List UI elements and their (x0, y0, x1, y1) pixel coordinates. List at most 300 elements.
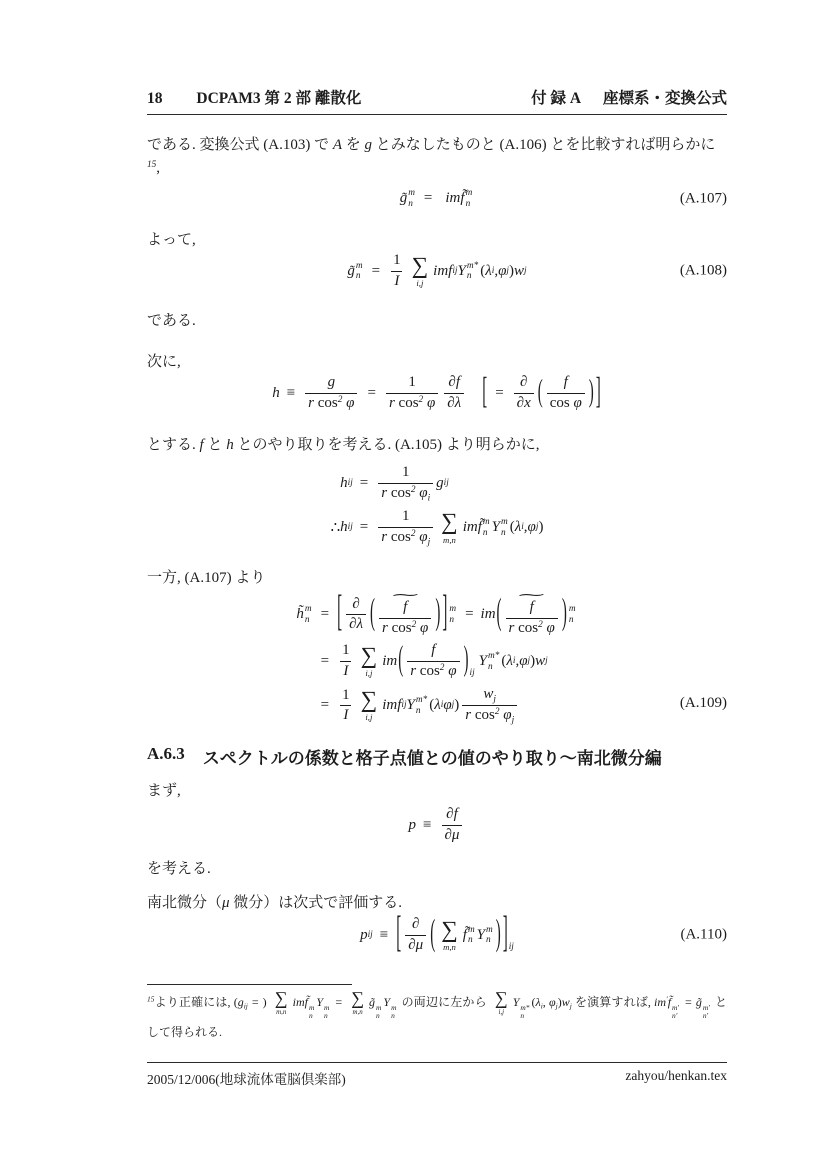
math-sub: ij (452, 265, 458, 276)
math-sub: j (511, 715, 515, 726)
math-sup: 2 (494, 707, 500, 718)
big-delimiter-icon: ) (588, 375, 594, 409)
math-frac (442, 806, 463, 844)
math-jp: を演算すれば, (571, 994, 655, 1009)
math-o: = (371, 262, 381, 279)
math-rm: ) (262, 994, 270, 1009)
math-big (395, 910, 514, 957)
math-i: g (436, 475, 444, 492)
equation-cell (347, 261, 364, 282)
math-jp: , (156, 159, 161, 176)
math-sup: m (324, 1002, 330, 1012)
math-sup: m (355, 260, 363, 271)
math-numerator (339, 687, 353, 706)
math-i: w (483, 685, 494, 702)
big-delimiter-icon: ( (537, 375, 543, 409)
equation-cell (375, 464, 449, 503)
math-denominator (378, 527, 433, 548)
math-frac (339, 687, 353, 725)
math-sub: j (545, 655, 548, 666)
math-rm: 1 (342, 686, 350, 703)
big-delimiter-icon: ) (463, 642, 469, 679)
math-i: ∂f (446, 806, 458, 822)
math-sub: j (427, 537, 431, 548)
wide-tilde-icon: ∼ (515, 588, 548, 602)
math-frac (305, 374, 357, 412)
math-sup: m (308, 1002, 315, 1012)
math-i: φ (443, 697, 452, 714)
math-o: = (495, 384, 504, 401)
math-rm: ( (509, 519, 515, 536)
equation-body (360, 910, 514, 957)
header-right (531, 86, 727, 108)
math-sub: j (535, 522, 539, 533)
big-delimiter-icon: ] (595, 371, 601, 412)
math-o: = (465, 606, 474, 623)
math-i: f (431, 642, 436, 659)
math-i: ∂ (352, 595, 360, 612)
math-rm: cos (314, 394, 338, 411)
math-i: g (364, 137, 373, 153)
sum-icon: ∑ (351, 988, 365, 1008)
math-i: r (465, 707, 472, 724)
equation-body (347, 252, 526, 290)
math-group-body (402, 913, 501, 954)
math-jp: よって, (147, 232, 196, 248)
equation-p-definition (147, 806, 727, 844)
page-number: 18 (147, 90, 163, 107)
big-delimiter-icon: ] (502, 910, 508, 957)
math-numerator (399, 508, 413, 527)
math-i: Y (457, 262, 466, 279)
header-left-title: DCPAM3 第 2 部 離散化 (196, 90, 362, 107)
math-jp: 南北微分（ (147, 895, 223, 911)
page-content (147, 0, 727, 1169)
math-ss (408, 188, 415, 209)
math-sub: ij (243, 1001, 248, 1011)
math-rm: cos (394, 394, 419, 411)
math-sub: n (449, 614, 454, 625)
math-sum-limits: m,n (443, 941, 456, 952)
math-sup: m* (520, 1002, 530, 1012)
math-sup: 15 (147, 159, 157, 170)
math-sub: ij (469, 668, 475, 679)
equation-a107 (147, 188, 727, 209)
equation-number: (A.108) (679, 262, 727, 279)
math-sum (361, 689, 378, 722)
math-sub: n′ (702, 1011, 709, 1021)
math-sum (275, 990, 288, 1016)
math-tilde (376, 588, 434, 637)
math-big (397, 642, 474, 680)
math-i: λ (485, 262, 492, 279)
math-numerator (325, 374, 339, 393)
math-i: λ (506, 653, 513, 670)
math-numerator (405, 374, 419, 393)
math-i: φ (498, 262, 507, 279)
math-sup: m (467, 924, 475, 935)
math-numerator (349, 596, 362, 615)
math-rm: cos (387, 528, 411, 545)
math-rm: cos (387, 619, 412, 636)
equation-a110 (147, 910, 727, 957)
big-delimiter-icon: ( (398, 642, 404, 679)
math-rm: cos (416, 663, 440, 680)
math-i: f (199, 437, 204, 453)
equation-body (409, 806, 466, 844)
math-i: φ (519, 653, 528, 670)
math-frac (379, 599, 431, 637)
math-sup: m (482, 517, 490, 528)
equation-body (400, 188, 475, 209)
math-sub: i (540, 1001, 543, 1011)
math-sup: m (408, 188, 415, 198)
math-group-body (488, 374, 595, 412)
equation-number: (A.110) (680, 926, 727, 943)
math-frac (514, 374, 534, 412)
math-denominator (462, 705, 517, 726)
math-i: ∂ (519, 374, 528, 390)
math-sup: m* (466, 260, 479, 271)
big-delimiter-icon: [ (396, 910, 402, 957)
math-i: g̃ (347, 262, 355, 279)
section-title: スペクトルの係数と格子点値との値のやり取り～南北微分編 (202, 749, 662, 768)
equation-body (296, 588, 577, 726)
math-rm: , (515, 653, 520, 670)
math-numerator (409, 916, 422, 935)
wide-tilde-icon: ∼ (389, 588, 422, 602)
big-delimiter-icon: ] (442, 590, 448, 637)
header-right-title: 座標系・変換公式 (602, 90, 727, 107)
math-i: I (394, 272, 400, 289)
section-heading (147, 744, 662, 769)
math-i: f (403, 599, 408, 615)
math-i: A (332, 137, 342, 153)
math-sub: ij (401, 700, 407, 711)
math-rm: ) (508, 262, 514, 279)
math-sup: 15 (147, 994, 155, 1004)
math-group-body (503, 588, 561, 637)
big-delimiter-icon: ( (496, 593, 502, 634)
math-i: h (340, 475, 348, 492)
math-sup: 2 (439, 662, 445, 673)
math-i: im (654, 994, 667, 1009)
equation-cell (365, 263, 387, 280)
math-denominator (378, 483, 433, 504)
math-rm: cos (387, 484, 411, 501)
math-i: f̃ (667, 994, 672, 1009)
math-i: w (535, 653, 546, 670)
big-delimiter-icon: [ (337, 590, 343, 637)
math-big (429, 913, 502, 954)
math-big (537, 374, 595, 412)
sum-icon: ∑ (441, 916, 458, 943)
equation-cell (360, 927, 373, 944)
math-i: Y (383, 994, 391, 1009)
math-jp: より正確には, (154, 994, 234, 1009)
math-i: ∂f (448, 374, 461, 390)
math-i: f (563, 374, 568, 390)
math-group-body (343, 588, 441, 637)
sum-icon: ∑ (360, 687, 378, 714)
math-sup: m (500, 517, 508, 528)
equation-cell (314, 697, 336, 714)
math-rm: ) (538, 519, 544, 536)
math-jp: を (342, 137, 365, 153)
math-i: ∂λ (447, 394, 462, 411)
math-ss (466, 188, 473, 209)
math-o: = (359, 475, 369, 492)
math-denominator (407, 661, 459, 681)
paragraph-intro (147, 134, 727, 179)
math-rm: , (523, 519, 528, 536)
big-delimiter-icon: [ (482, 371, 488, 412)
math-sub: n (465, 198, 471, 209)
math-i: φ (415, 484, 428, 501)
math-jp: として得られる. (147, 994, 727, 1039)
math-tilde-body (376, 599, 434, 637)
math-rm: ( (480, 262, 486, 279)
math-rm: cos (549, 394, 574, 411)
math-sup: ′ (666, 994, 668, 1004)
math-sub: n (568, 614, 574, 625)
equation-cell (336, 686, 520, 726)
math-frac (405, 916, 426, 954)
equation-number: (A.107) (679, 190, 727, 207)
math-o: = (423, 190, 433, 207)
math-ss (376, 1004, 381, 1021)
math-sup: m (391, 1002, 397, 1012)
math-i: φ (415, 528, 428, 545)
sum-icon: ∑ (441, 509, 458, 536)
big-delimiter-icon: ( (430, 913, 436, 954)
math-ss (467, 261, 478, 282)
equation-cell (395, 910, 514, 957)
math-frac (378, 464, 433, 503)
math-i: g (327, 374, 336, 390)
math-i: φ (499, 707, 512, 724)
math-sub: n (308, 1011, 313, 1021)
math-rm: 1 (401, 464, 410, 480)
math-rm: 1 (342, 642, 350, 659)
math-jp: とのやり取りを考える. (A.105) より明らかに, (233, 437, 540, 453)
math-i: Y (478, 653, 488, 670)
math-sub: n (324, 1011, 328, 1021)
paragraph-kangaeru (147, 858, 727, 881)
math-jp: とする. (147, 437, 200, 453)
math-numerator (399, 464, 413, 483)
math-i: ∂μ (444, 826, 460, 843)
math-sup: m (568, 604, 576, 614)
math-denominator (340, 705, 351, 725)
math-sum-limits: i,j (365, 668, 373, 679)
math-denominator (346, 614, 366, 634)
math-sub: i (491, 265, 495, 276)
math-i: Y (512, 994, 520, 1009)
header-left (147, 86, 361, 108)
math-i: λ (514, 519, 522, 536)
page-header (147, 86, 727, 115)
math-sup: 2 (411, 619, 417, 630)
math-jp: 次に, (147, 354, 181, 370)
math-i: I (343, 707, 349, 724)
math-jp: の両辺に左から (398, 994, 490, 1009)
math-sum-limits: m,n (352, 1008, 363, 1017)
footnote-15 (147, 990, 727, 1043)
page-footer (147, 1068, 727, 1088)
math-frac (346, 596, 366, 634)
math-sub: ij (347, 522, 353, 533)
math-big (496, 588, 578, 637)
big-delimiter-icon: ( (370, 593, 376, 634)
math-sub: ij (443, 477, 449, 488)
math-o: = (367, 384, 376, 401)
math-jp: まず, (147, 783, 181, 799)
math-sum-limits: m,n (276, 1008, 287, 1017)
math-o: = (685, 994, 692, 1009)
math-i: w (513, 262, 524, 279)
math-jp: である. 変換公式 (A.103) で (147, 137, 333, 153)
footer-left-text: 2005/12/006(地球流体電脳倶楽部) (147, 1072, 346, 1087)
math-frac (386, 374, 438, 412)
equation-cell (375, 508, 543, 547)
math-frac (506, 599, 558, 637)
math-rm: 1 (401, 508, 410, 525)
math-sup: m′ (672, 1002, 680, 1012)
math-jp: である. (147, 313, 196, 329)
math-ss (488, 651, 499, 672)
footer-right-text: zahyou/henkan.tex (625, 1068, 727, 1083)
math-i: h (226, 437, 234, 453)
math-numerator (561, 374, 571, 393)
equation-cell (340, 475, 353, 492)
math-i: Y (491, 519, 500, 536)
math-ss (486, 925, 493, 946)
equation-cell (353, 519, 375, 536)
math-rm: ) (557, 994, 562, 1009)
math-tilde (503, 588, 561, 637)
equation-cell (296, 604, 313, 625)
math-ss (672, 1004, 679, 1021)
math-sup: 2 (410, 484, 416, 495)
math-i: g̃ (369, 994, 376, 1009)
paragraph-mazu (147, 780, 727, 803)
math-i: r (381, 484, 388, 501)
math-i: ∂λ (349, 616, 364, 633)
math-ss (305, 604, 312, 625)
math-sum-limits: i,j (498, 1008, 505, 1017)
equation-cell (336, 642, 548, 680)
math-sub: n (520, 1011, 525, 1021)
math-i: f̃ (462, 926, 467, 943)
math-sum-limits: i,j (416, 277, 424, 288)
math-sup: m* (488, 650, 500, 661)
math-sub: n (304, 614, 310, 625)
math-ss (309, 1004, 314, 1021)
equation-hij (147, 464, 727, 547)
math-sub: n (376, 1011, 380, 1021)
math-sum (495, 990, 508, 1016)
math-sub: n (355, 271, 361, 282)
math-o: = (335, 994, 343, 1009)
math-denominator (391, 271, 402, 291)
math-sub: ij (347, 477, 353, 488)
math-i: r (388, 394, 395, 411)
math-rm: ( (429, 697, 435, 714)
equation-cell (439, 188, 474, 209)
math-sum (361, 645, 378, 678)
math-big (336, 588, 458, 637)
math-frac (444, 374, 464, 412)
math-sup: 2 (410, 528, 416, 539)
math-o: = (359, 519, 369, 536)
math-sup: m (465, 188, 473, 198)
math-sub: n′ (672, 1011, 678, 1021)
math-i: h (272, 384, 280, 401)
math-sub: ij (508, 942, 514, 953)
math-sub: i (521, 522, 524, 533)
math-o: = (320, 653, 330, 670)
equation-cell (387, 252, 527, 290)
math-sup: m (449, 604, 457, 614)
math-jp: と (203, 437, 227, 453)
math-rm: ( (531, 994, 536, 1009)
math-i: φ (444, 663, 457, 680)
math-sum-limits: m,n (443, 534, 456, 545)
math-i: ∂ (412, 916, 420, 932)
math-sub: n (488, 661, 493, 672)
math-ss (483, 517, 490, 538)
paragraph-nanboku (147, 892, 727, 915)
math-ss (703, 1004, 710, 1021)
math-denominator (514, 393, 534, 413)
math-ss (324, 1004, 329, 1021)
math-ss (468, 925, 475, 946)
math-i: h (340, 519, 348, 536)
equation-cell (331, 518, 353, 537)
math-group-body (376, 588, 434, 637)
math-rm: , (542, 994, 549, 1009)
paragraph-ippou (147, 567, 727, 590)
math-numerator (480, 686, 499, 706)
equation-cell (417, 190, 439, 207)
math-i: μ (222, 895, 230, 911)
math-rm: 1 (393, 252, 401, 268)
math-sub: j (569, 1001, 572, 1011)
math-sup: m (486, 924, 493, 935)
math-group-body (436, 916, 495, 952)
math-o: ≡ (379, 926, 389, 943)
math-sub: n (391, 1011, 395, 1021)
equation-cell (373, 927, 395, 944)
header-appendix-label: 付 録 A (531, 90, 582, 107)
math-jp: とみなしたものと (A.106) とを比較すれば明らかに (372, 137, 716, 153)
math-i: im (480, 606, 496, 623)
math-numerator (445, 374, 463, 393)
math-rm: ) (454, 697, 460, 714)
math-frac (407, 642, 459, 680)
math-o: = (251, 994, 259, 1009)
math-sup: 2 (538, 619, 543, 630)
math-denominator (340, 661, 351, 681)
math-numerator (390, 252, 404, 271)
paragraph-tsugini (147, 351, 727, 374)
math-o: = (320, 606, 330, 623)
equation-row (272, 371, 602, 412)
math-ss (416, 695, 427, 716)
math-sub: i (440, 700, 444, 711)
math-i: imf (382, 697, 402, 714)
